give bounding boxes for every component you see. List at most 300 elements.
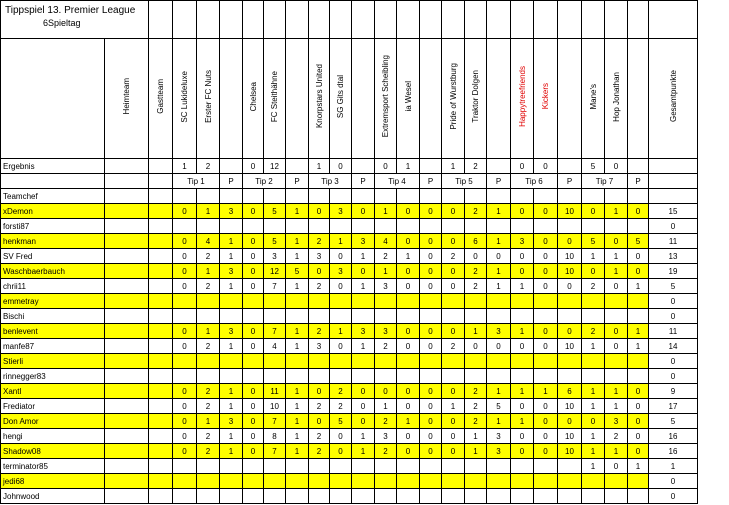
column-header bbox=[420, 39, 442, 159]
score-cell: 0 bbox=[442, 279, 465, 294]
title-cell bbox=[1, 1, 149, 39]
score-cell: 0 bbox=[173, 279, 197, 294]
ergebnis-cell: 0 bbox=[605, 159, 628, 174]
score-cell bbox=[197, 219, 220, 234]
score-cell bbox=[264, 354, 286, 369]
score-cell bbox=[420, 309, 442, 324]
column-header bbox=[264, 39, 286, 159]
score-cell: 0 bbox=[628, 429, 649, 444]
player-row bbox=[1, 399, 698, 414]
player-name: jedi68 bbox=[1, 474, 105, 489]
score-cell: 2 bbox=[465, 264, 487, 279]
score-cell bbox=[105, 354, 149, 369]
score-cell bbox=[534, 294, 558, 309]
ergebnis-cell bbox=[105, 159, 149, 174]
score-cell: 5 bbox=[264, 234, 286, 249]
score-cell bbox=[309, 219, 330, 234]
score-cell bbox=[105, 294, 149, 309]
score-cell: 1 bbox=[605, 204, 628, 219]
ergebnis-cell: 0 bbox=[243, 159, 264, 174]
column-header bbox=[105, 39, 149, 159]
score-cell: 1 bbox=[286, 204, 309, 219]
score-cell: 0 bbox=[397, 324, 420, 339]
score-cell: 2 bbox=[197, 429, 220, 444]
score-cell bbox=[465, 474, 487, 489]
score-cell: 0 bbox=[534, 339, 558, 354]
score-cell bbox=[534, 489, 558, 504]
score-cell: 1 bbox=[511, 279, 534, 294]
player-name: manfe87 bbox=[1, 339, 105, 354]
player-name: terminator85 bbox=[1, 459, 105, 474]
ergebnis-cell: 0 bbox=[375, 159, 397, 174]
score-cell: 1 bbox=[286, 249, 309, 264]
score-cell: 0 bbox=[173, 204, 197, 219]
score-cell bbox=[286, 309, 309, 324]
score-cell bbox=[352, 354, 375, 369]
score-cell bbox=[442, 219, 465, 234]
score-cell: 1 bbox=[220, 249, 243, 264]
score-cell: 0 bbox=[352, 384, 375, 399]
score-cell: 2 bbox=[442, 249, 465, 264]
score-cell: 1 bbox=[330, 324, 352, 339]
score-cell bbox=[105, 489, 149, 504]
player-row bbox=[1, 219, 698, 234]
score-cell bbox=[628, 309, 649, 324]
score-cell: 3 bbox=[220, 414, 243, 429]
score-cell bbox=[511, 459, 534, 474]
score-cell bbox=[149, 489, 173, 504]
score-cell bbox=[375, 369, 397, 384]
score-cell: 2 bbox=[375, 339, 397, 354]
score-cell bbox=[375, 219, 397, 234]
score-cell bbox=[352, 489, 375, 504]
score-cell: 2 bbox=[605, 429, 628, 444]
score-cell: 2 bbox=[582, 324, 605, 339]
score-cell: 0 bbox=[173, 399, 197, 414]
column-header-label: Knorpstars United bbox=[314, 64, 324, 129]
column-header bbox=[197, 39, 220, 159]
player-name: benlevent bbox=[1, 324, 105, 339]
score-cell bbox=[582, 369, 605, 384]
score-cell: 0 bbox=[420, 444, 442, 459]
column-header-label: ia Wesel bbox=[403, 81, 413, 112]
score-cell bbox=[558, 369, 582, 384]
score-cell bbox=[558, 459, 582, 474]
score-cell bbox=[264, 219, 286, 234]
score-cell: 5 bbox=[628, 234, 649, 249]
score-cell bbox=[197, 489, 220, 504]
tip-header-blank bbox=[1, 174, 105, 189]
tip-header: Tip 5 bbox=[442, 174, 487, 189]
score-cell bbox=[487, 294, 511, 309]
score-cell: 1 bbox=[286, 339, 309, 354]
score-cell bbox=[375, 309, 397, 324]
score-cell: 0 bbox=[330, 339, 352, 354]
column-header bbox=[558, 39, 582, 159]
ergebnis-cell: 1 bbox=[397, 159, 420, 174]
score-cell bbox=[220, 369, 243, 384]
score-cell: 0 bbox=[243, 429, 264, 444]
score-cell bbox=[558, 474, 582, 489]
score-cell bbox=[375, 489, 397, 504]
score-cell bbox=[442, 489, 465, 504]
score-cell bbox=[220, 294, 243, 309]
score-cell: 0 bbox=[420, 384, 442, 399]
player-name: rinnegger83 bbox=[1, 369, 105, 384]
score-cell: 0 bbox=[397, 339, 420, 354]
column-header bbox=[330, 39, 352, 159]
score-cell: 0 bbox=[352, 204, 375, 219]
score-cell: 0 bbox=[511, 249, 534, 264]
score-cell bbox=[243, 219, 264, 234]
score-cell bbox=[105, 324, 149, 339]
points-header: P bbox=[352, 174, 375, 189]
score-cell: 0 bbox=[582, 264, 605, 279]
score-cell: 1 bbox=[487, 264, 511, 279]
score-cell: 1 bbox=[197, 324, 220, 339]
player-row bbox=[1, 339, 698, 354]
tip-header: Tip 6 bbox=[511, 174, 558, 189]
score-cell: 1 bbox=[487, 279, 511, 294]
score-cell: 0 bbox=[511, 204, 534, 219]
score-cell bbox=[442, 309, 465, 324]
score-cell bbox=[105, 204, 149, 219]
score-cell bbox=[628, 369, 649, 384]
score-cell: 10 bbox=[558, 264, 582, 279]
score-cell bbox=[442, 294, 465, 309]
score-cell bbox=[243, 294, 264, 309]
score-cell: 0 bbox=[534, 279, 558, 294]
score-cell bbox=[511, 354, 534, 369]
score-cell: 0 bbox=[309, 384, 330, 399]
score-cell: 0 bbox=[397, 204, 420, 219]
player-row bbox=[1, 249, 698, 264]
score-cell: 1 bbox=[582, 339, 605, 354]
score-cell bbox=[286, 354, 309, 369]
score-cell bbox=[243, 354, 264, 369]
score-cell: 7 bbox=[264, 324, 286, 339]
score-cell: 2 bbox=[309, 444, 330, 459]
score-cell: 0 bbox=[375, 384, 397, 399]
score-cell: 0 bbox=[628, 444, 649, 459]
score-cell bbox=[605, 309, 628, 324]
score-cell bbox=[286, 294, 309, 309]
score-cell bbox=[397, 219, 420, 234]
total-points-cell: 0 bbox=[649, 474, 698, 489]
score-cell bbox=[558, 309, 582, 324]
score-cell: 1 bbox=[582, 384, 605, 399]
score-cell bbox=[582, 354, 605, 369]
score-cell bbox=[442, 474, 465, 489]
ergebnis-cell: 2 bbox=[197, 159, 220, 174]
column-header-label: Pride of Wurstburg bbox=[448, 63, 458, 130]
score-cell: 4 bbox=[375, 234, 397, 249]
score-cell bbox=[149, 339, 173, 354]
score-cell bbox=[330, 219, 352, 234]
total-points-cell: 15 bbox=[649, 204, 698, 219]
score-cell: 0 bbox=[173, 264, 197, 279]
points-header: P bbox=[420, 174, 442, 189]
score-cell bbox=[352, 459, 375, 474]
score-cell: 0 bbox=[442, 264, 465, 279]
score-cell: 0 bbox=[330, 249, 352, 264]
ergebnis-cell bbox=[628, 159, 649, 174]
score-cell: 0 bbox=[243, 384, 264, 399]
ergebnis-cell bbox=[352, 159, 375, 174]
score-cell: 0 bbox=[582, 414, 605, 429]
score-cell bbox=[534, 369, 558, 384]
column-header-label: Gastteam bbox=[156, 79, 165, 114]
score-cell: 2 bbox=[375, 414, 397, 429]
score-cell bbox=[558, 489, 582, 504]
score-cell: 0 bbox=[582, 204, 605, 219]
score-cell bbox=[511, 309, 534, 324]
score-cell bbox=[264, 294, 286, 309]
score-cell bbox=[487, 219, 511, 234]
player-name: Don Amor bbox=[1, 414, 105, 429]
ergebnis-cell: 1 bbox=[173, 159, 197, 174]
score-cell: 3 bbox=[487, 324, 511, 339]
score-cell: 1 bbox=[487, 234, 511, 249]
column-header bbox=[173, 39, 197, 159]
score-cell bbox=[420, 369, 442, 384]
column-header bbox=[487, 39, 511, 159]
column-header-label: Hop Jonathan bbox=[611, 71, 621, 122]
score-cell: 0 bbox=[511, 429, 534, 444]
score-cell: 2 bbox=[582, 279, 605, 294]
score-cell: 0 bbox=[309, 264, 330, 279]
score-cell bbox=[149, 219, 173, 234]
total-points-cell: 5 bbox=[649, 414, 698, 429]
score-cell: 0 bbox=[420, 339, 442, 354]
score-cell: 1 bbox=[397, 414, 420, 429]
score-cell: 0 bbox=[628, 264, 649, 279]
score-cell bbox=[149, 354, 173, 369]
score-cell bbox=[442, 354, 465, 369]
score-cell: 10 bbox=[558, 399, 582, 414]
score-cell: 1 bbox=[582, 429, 605, 444]
score-cell: 1 bbox=[352, 429, 375, 444]
score-cell: 0 bbox=[420, 264, 442, 279]
score-cell bbox=[105, 309, 149, 324]
score-cell: 0 bbox=[534, 414, 558, 429]
score-cell bbox=[309, 294, 330, 309]
score-cell bbox=[375, 294, 397, 309]
column-header bbox=[220, 39, 243, 159]
score-cell: 2 bbox=[309, 324, 330, 339]
score-cell bbox=[558, 354, 582, 369]
score-cell: 1 bbox=[465, 429, 487, 444]
score-cell bbox=[330, 369, 352, 384]
score-cell: 0 bbox=[534, 429, 558, 444]
score-cell: 1 bbox=[582, 249, 605, 264]
player-name: chrii11 bbox=[1, 279, 105, 294]
score-cell: 0 bbox=[628, 414, 649, 429]
score-cell: 1 bbox=[286, 399, 309, 414]
total-points-cell: 13 bbox=[649, 249, 698, 264]
score-cell bbox=[286, 474, 309, 489]
player-row bbox=[1, 204, 698, 219]
score-cell: 3 bbox=[330, 264, 352, 279]
score-cell: 1 bbox=[511, 414, 534, 429]
score-cell: 4 bbox=[197, 234, 220, 249]
score-cell bbox=[330, 294, 352, 309]
score-cell: 1 bbox=[375, 399, 397, 414]
score-cell: 0 bbox=[173, 234, 197, 249]
score-cell bbox=[105, 264, 149, 279]
ergebnis-cell: 12 bbox=[264, 159, 286, 174]
total-points-cell: 14 bbox=[649, 339, 698, 354]
column-header bbox=[628, 39, 649, 159]
score-cell: 1 bbox=[511, 324, 534, 339]
score-cell: 1 bbox=[487, 414, 511, 429]
score-cell bbox=[243, 459, 264, 474]
score-cell: 0 bbox=[243, 339, 264, 354]
score-cell bbox=[309, 489, 330, 504]
column-header bbox=[352, 39, 375, 159]
score-cell: 1 bbox=[582, 459, 605, 474]
score-cell: 0 bbox=[420, 399, 442, 414]
score-cell bbox=[375, 459, 397, 474]
score-cell bbox=[487, 474, 511, 489]
score-cell: 1 bbox=[375, 204, 397, 219]
player-row bbox=[1, 279, 698, 294]
score-cell bbox=[220, 459, 243, 474]
column-header bbox=[649, 39, 698, 159]
score-cell: 1 bbox=[628, 324, 649, 339]
score-cell: 0 bbox=[442, 444, 465, 459]
score-cell: 1 bbox=[220, 384, 243, 399]
score-cell bbox=[558, 219, 582, 234]
score-cell: 0 bbox=[511, 444, 534, 459]
score-cell: 0 bbox=[309, 204, 330, 219]
header-row bbox=[1, 39, 698, 159]
score-cell bbox=[149, 444, 173, 459]
score-cell bbox=[309, 474, 330, 489]
column-header-label: Mane's bbox=[588, 83, 598, 110]
score-cell: 3 bbox=[309, 339, 330, 354]
player-name: xDemon bbox=[1, 204, 105, 219]
player-row bbox=[1, 294, 698, 309]
player-row bbox=[1, 309, 698, 324]
score-cell: 3 bbox=[605, 414, 628, 429]
score-cell bbox=[149, 399, 173, 414]
score-cell: 2 bbox=[375, 249, 397, 264]
score-cell: 1 bbox=[605, 444, 628, 459]
score-cell: 0 bbox=[605, 459, 628, 474]
score-cell bbox=[397, 369, 420, 384]
score-cell bbox=[173, 309, 197, 324]
score-cell bbox=[264, 459, 286, 474]
score-cell bbox=[286, 369, 309, 384]
ergebnis-cell: 2 bbox=[465, 159, 487, 174]
score-cell bbox=[330, 354, 352, 369]
score-cell: 5 bbox=[264, 204, 286, 219]
score-cell: 2 bbox=[197, 399, 220, 414]
player-name: Frediator bbox=[1, 399, 105, 414]
score-cell: 1 bbox=[628, 339, 649, 354]
score-cell: 0 bbox=[511, 264, 534, 279]
score-cell bbox=[397, 294, 420, 309]
score-cell bbox=[220, 354, 243, 369]
score-cell: 2 bbox=[197, 279, 220, 294]
score-cell: 0 bbox=[534, 249, 558, 264]
score-cell bbox=[197, 294, 220, 309]
score-cell bbox=[173, 369, 197, 384]
sheet-title: Tippspiel 13. Premier League bbox=[5, 5, 136, 16]
score-cell: 0 bbox=[397, 429, 420, 444]
score-cell bbox=[534, 354, 558, 369]
sheet-subtitle: 6Spieltag bbox=[43, 18, 81, 28]
score-cell bbox=[105, 369, 149, 384]
score-cell: 10 bbox=[558, 249, 582, 264]
score-cell: 2 bbox=[309, 279, 330, 294]
score-cell: 1 bbox=[352, 249, 375, 264]
score-cell: 0 bbox=[487, 339, 511, 354]
total-points-cell: 5 bbox=[649, 279, 698, 294]
score-cell bbox=[173, 219, 197, 234]
score-cell: 1 bbox=[220, 399, 243, 414]
score-cell: 0 bbox=[558, 234, 582, 249]
score-cell: 0 bbox=[442, 234, 465, 249]
score-cell: 1 bbox=[197, 204, 220, 219]
score-cell bbox=[605, 369, 628, 384]
column-header-label: FC Steithähne bbox=[270, 70, 279, 123]
player-name: SV Fred bbox=[1, 249, 105, 264]
score-cell bbox=[420, 219, 442, 234]
score-cell: 1 bbox=[605, 249, 628, 264]
score-cell: 0 bbox=[243, 324, 264, 339]
score-cell: 1 bbox=[352, 339, 375, 354]
score-cell bbox=[330, 459, 352, 474]
score-cell: 0 bbox=[420, 414, 442, 429]
score-cell: 1 bbox=[628, 279, 649, 294]
score-cell: 1 bbox=[286, 324, 309, 339]
score-cell bbox=[197, 459, 220, 474]
player-name: Shadow08 bbox=[1, 444, 105, 459]
ergebnis-row bbox=[1, 159, 698, 174]
ergebnis-cell: 1 bbox=[309, 159, 330, 174]
score-cell: 4 bbox=[264, 339, 286, 354]
score-cell bbox=[534, 309, 558, 324]
column-header bbox=[243, 39, 264, 159]
score-cell bbox=[105, 234, 149, 249]
score-cell bbox=[375, 474, 397, 489]
score-cell: 2 bbox=[309, 399, 330, 414]
score-cell bbox=[487, 309, 511, 324]
score-cell: 3 bbox=[220, 264, 243, 279]
score-cell: 1 bbox=[605, 399, 628, 414]
score-cell bbox=[465, 369, 487, 384]
score-cell bbox=[442, 369, 465, 384]
score-cell: 7 bbox=[264, 279, 286, 294]
score-cell bbox=[534, 474, 558, 489]
score-cell: 1 bbox=[442, 399, 465, 414]
score-cell: 0 bbox=[243, 279, 264, 294]
score-cell: 0 bbox=[330, 429, 352, 444]
tip-header: Tip 2 bbox=[243, 174, 286, 189]
total-points-cell: 0 bbox=[649, 354, 698, 369]
score-cell bbox=[149, 279, 173, 294]
score-cell: 0 bbox=[397, 264, 420, 279]
score-cell bbox=[352, 294, 375, 309]
score-cell: 3 bbox=[511, 234, 534, 249]
score-cell: 0 bbox=[243, 234, 264, 249]
score-cell bbox=[149, 459, 173, 474]
score-cell: 0 bbox=[605, 279, 628, 294]
column-header-label: Heimteam bbox=[122, 78, 131, 115]
ergebnis-cell bbox=[286, 159, 309, 174]
